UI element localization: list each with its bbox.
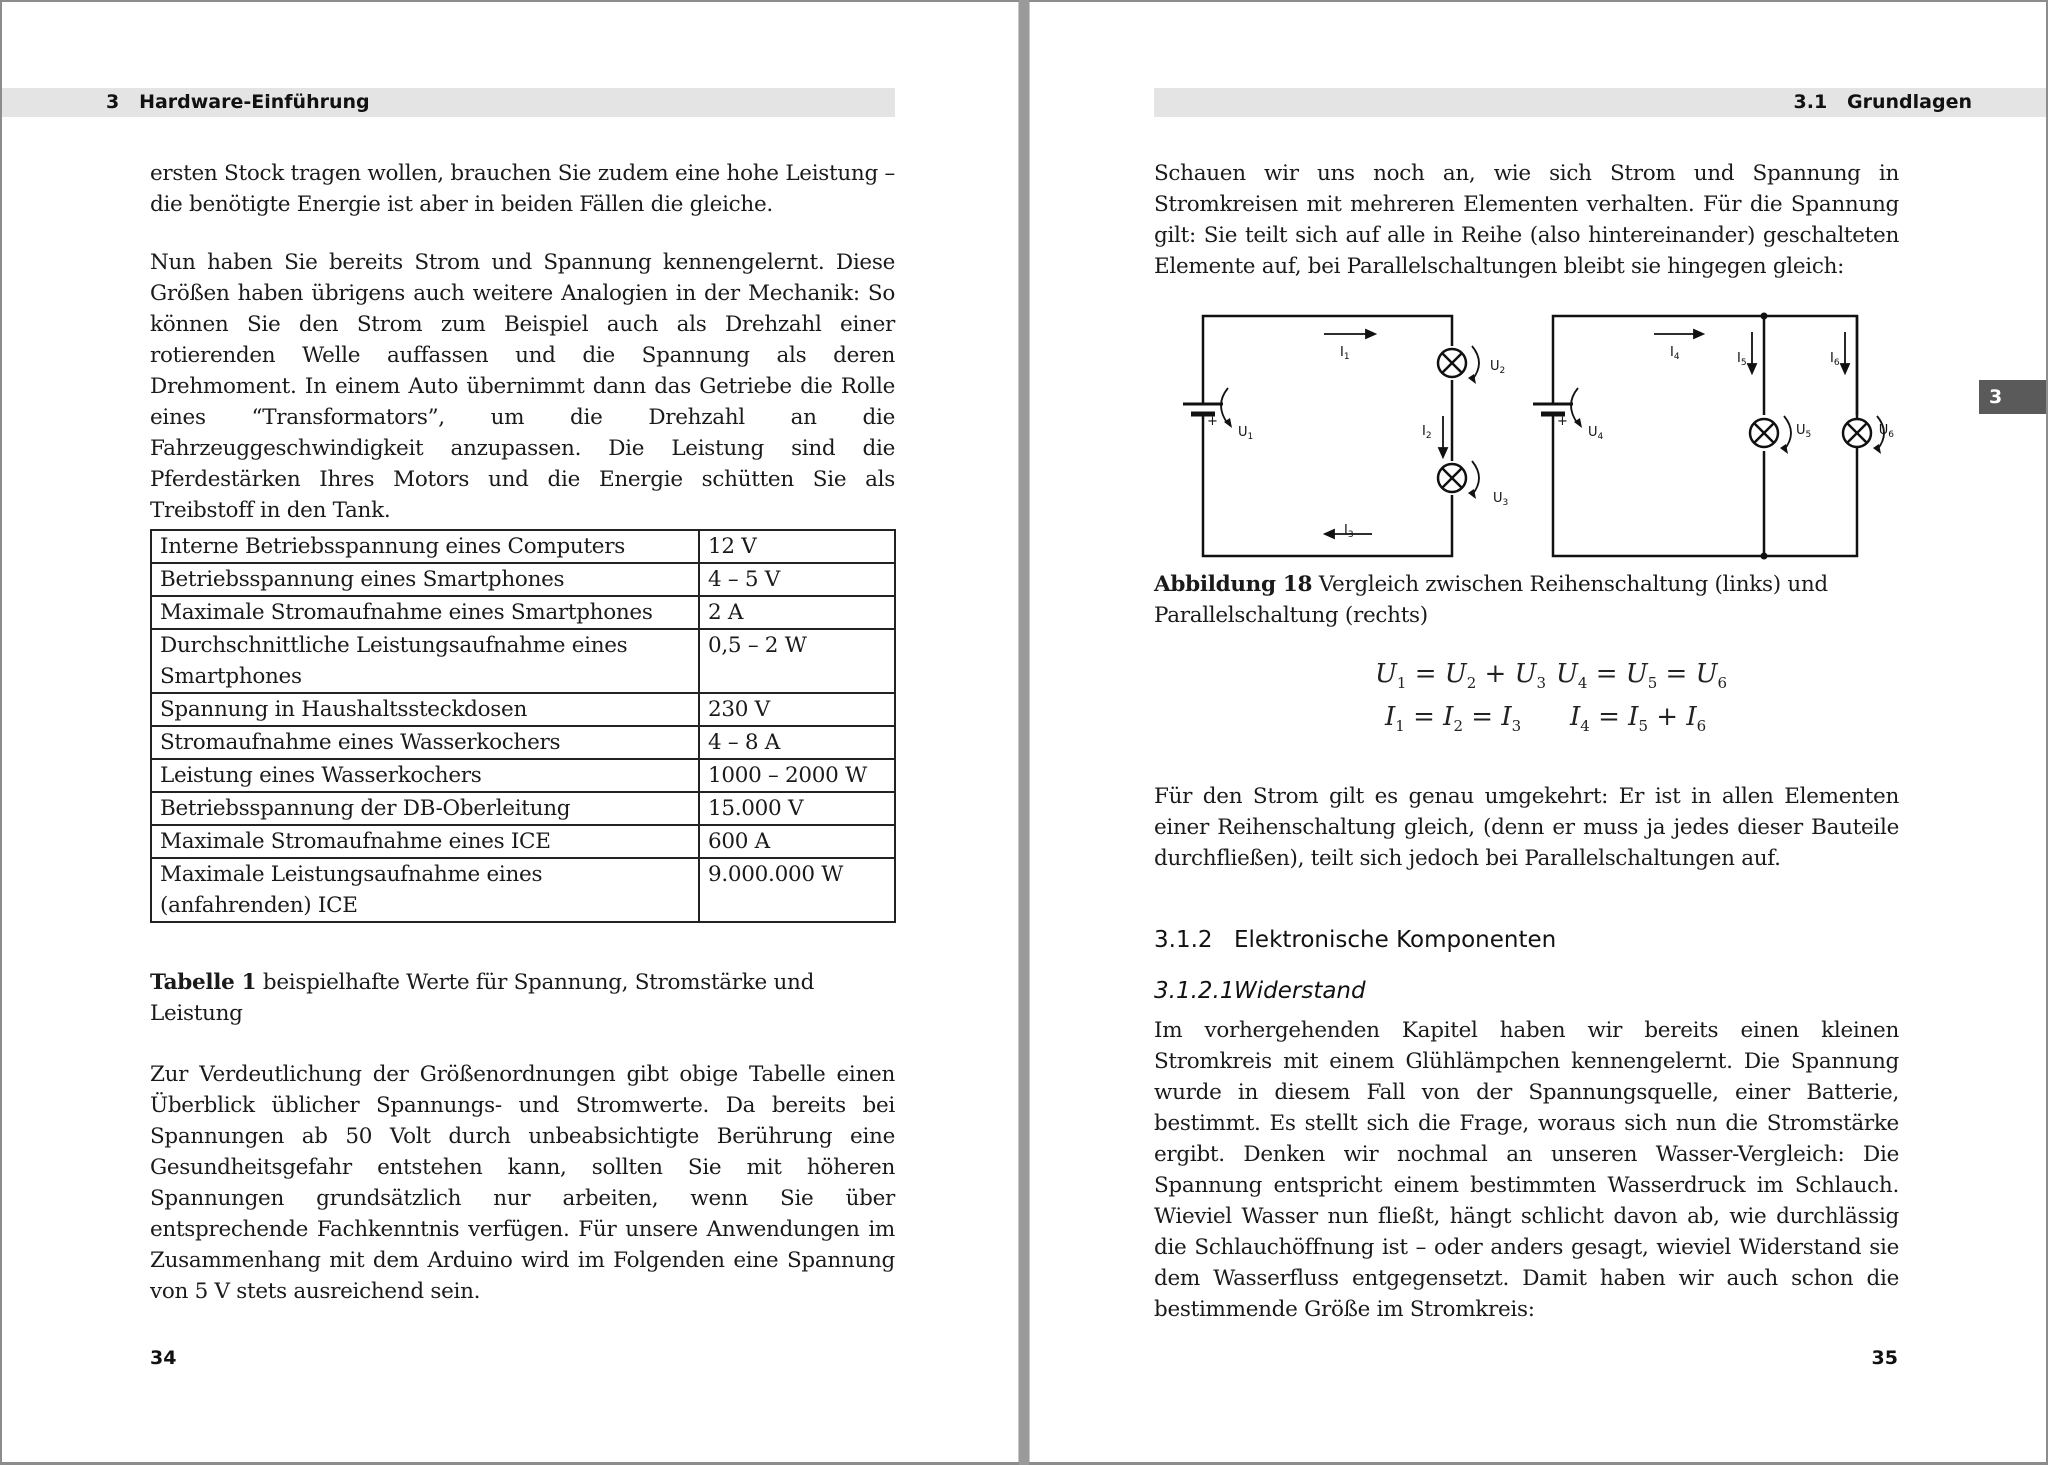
table-cell-value: 230 V bbox=[699, 693, 895, 726]
left-closing-text bbox=[150, 1059, 895, 1334]
label-i3: $I_3$ bbox=[1344, 523, 1354, 540]
table-cell-quantity: Spannung in Haushaltssteckdosen bbox=[151, 693, 699, 726]
label-u5: $U_5$ bbox=[1796, 423, 1812, 440]
paragraph: ersten Stock tragen wollen, brauchen Sie zudem eine hohe Leistung – die benötigte Energie ist aber in beiden Fällen die gleiche. bbox=[150, 161, 895, 217]
table-cell-value: 9.000.000 W bbox=[699, 858, 895, 922]
figure-caption bbox=[1154, 569, 1899, 631]
label-u2: $U_2$ bbox=[1490, 359, 1506, 376]
label-i6: $I_6$ bbox=[1830, 351, 1840, 368]
section-title: Elektronische Komponenten bbox=[1234, 927, 1557, 953]
figure-caption-text: Vergleich zwischen Reihenschaltung (links) und Parallelschaltung (rechts) bbox=[1154, 572, 1828, 628]
table-cell-value: 15.000 V bbox=[699, 792, 895, 825]
section-heading bbox=[1154, 927, 1556, 953]
label-i1: $I_1$ bbox=[1340, 345, 1350, 362]
running-header-right bbox=[1154, 88, 2046, 117]
running-header-right-text: 3.1 Grundlagen bbox=[1793, 91, 1972, 113]
table-caption bbox=[150, 967, 895, 1029]
paragraph: Nun haben Sie bereits Strom und Spannung kennengelernt. Diese Größen haben übrigens auch weitere Analogien in der Mechanik: So können Sie den Strom zum Beispiel auch als Drehzahl einer rotierenden Welle auffassen und die Spannung als deren Drehmoment. In einem Auto übernimmt dann das Getriebe die Rolle eines “Transformators”, um die Drehzahl an die Fahrzeuggeschwindigkeit anzupassen. Die Leistung sind die Pferdestärken Ihres Motors und die Energie schütten Sie als Treibstoff in den Tank. bbox=[150, 250, 895, 523]
battery-plus-sign: + bbox=[1207, 414, 1218, 429]
table-cell-value: 2 A bbox=[699, 596, 895, 629]
page-number-right: 35 bbox=[1871, 1347, 1898, 1369]
label-i2: $I_2$ bbox=[1422, 424, 1432, 441]
formula-parallel-current: $I_4 = I_5 + I_6$ bbox=[1570, 702, 1707, 736]
table-row bbox=[151, 629, 895, 693]
table-cell-quantity: Maximale Stromaufnahme eines Smartphones bbox=[151, 596, 699, 629]
table-cell-value: 1000 – 2000 W bbox=[699, 759, 895, 792]
subsection-number: 3.1.2.1 bbox=[1154, 978, 1235, 1004]
paragraph: Zur Verdeutlichung der Größenordnungen gibt obige Tabelle einen Überblick üblicher Spannungs- und Stromwerte. Da bereits bei Spannungen ab 50 Volt durch unbeabsichtigte Berührung eine Gesundheitsgefahr entstehen kann, sollten Sie mit höheren Spannungen grundsätzlich nur arbeiten, wenn Sie über entsprechende Fachkenntnis verfügen. Für unsere Anwendungen im Zusammenhang mit dem Arduino wird im Folgenden eine Spannung von 5 V stets ausreichend sein. bbox=[150, 1062, 895, 1304]
label-u1: $U_1$ bbox=[1238, 425, 1254, 442]
circuit-figure bbox=[1154, 308, 1894, 568]
battery-plus-sign: + bbox=[1557, 414, 1568, 429]
table-row bbox=[151, 530, 895, 563]
table-cell-quantity: Betriebsspannung der DB-Oberleitung bbox=[151, 792, 699, 825]
table-row bbox=[151, 563, 895, 596]
table-cell-quantity: Durchschnittliche Leistungsaufnahme eines Smartphones bbox=[151, 629, 699, 693]
table-row bbox=[151, 759, 895, 792]
table-cell-value: 4 – 5 V bbox=[699, 563, 895, 596]
paragraph: Für den Strom gilt es genau umgekehrt: Er ist in allen Elementen einer Reihenschaltung gleich, (denn er muss ja jedes dieser Bauteile durchfließen), teilt sich jedoch bei Parallelschaltungen auf. bbox=[1154, 784, 1899, 871]
page-number-left: 34 bbox=[150, 1347, 177, 1369]
left-body-text bbox=[150, 158, 895, 553]
table-row bbox=[151, 693, 895, 726]
table-cell-quantity: Leistung eines Wasserkochers bbox=[151, 759, 699, 792]
label-u6: $U_6$ bbox=[1878, 423, 1894, 440]
table-cell-value: 0,5 – 2 W bbox=[699, 629, 895, 693]
table-cell-value: 600 A bbox=[699, 825, 895, 858]
subsection-title: Widerstand bbox=[1234, 978, 1366, 1004]
table-caption-label: Tabelle 1 bbox=[150, 970, 257, 995]
right-intro-text bbox=[1154, 158, 1899, 309]
table-cell-quantity: Stromaufnahme eines Wasserkochers bbox=[151, 726, 699, 759]
right-current-text bbox=[1154, 781, 1899, 901]
paragraph: Im vorhergehenden Kapitel haben wir bereits einen kleinen Stromkreis mit einem Glühlämpchen kennengelernt. Die Spannung wurde in diesem Fall von der Spannungsquelle, einer Batterie, bestimmt. Es stellt sich die Frage, woraus sich nun die Stromstärke ergibt. Denken wir nochmal an unseren Wasser-Vergleich: Die Spannung entspricht einem bestimmten Wasserdruck im Schlauch. Wieviel Wasser nun fließt, hängt schlicht davon ab, wie durchlässig die Schlauchöffnung ist – oder anders gesagt, wieviel Widerstand sie dem Wasserfluss entgegensetzt. Damit haben wir auch schon die bestimmende Größe im Stromkreis: bbox=[1154, 1018, 1899, 1322]
table-caption-text: beispielhafte Werte für Spannung, Stromstärke und Leistung bbox=[150, 970, 815, 1026]
right-page bbox=[1029, 2, 2046, 1462]
formula-series-voltage: $U_1 = U_2 + U_3$ bbox=[1375, 659, 1547, 693]
table-row bbox=[151, 825, 895, 858]
table-cell-quantity: Maximale Leistungsaufnahme eines (anfahrenden) ICE bbox=[151, 858, 699, 922]
table-cell-value: 4 – 8 A bbox=[699, 726, 895, 759]
label-i4: $I_4$ bbox=[1670, 345, 1680, 362]
table-row bbox=[151, 792, 895, 825]
label-u4: $U_4$ bbox=[1588, 425, 1604, 442]
table-row bbox=[151, 596, 895, 629]
subsection-heading bbox=[1154, 978, 1366, 1004]
table-cell-quantity: Interne Betriebsspannung eines Computers bbox=[151, 530, 699, 563]
label-u3: $U_3$ bbox=[1493, 491, 1509, 508]
running-header-left-text: 3 Hardware-Einführung bbox=[106, 91, 370, 113]
formula-series-current: $I_1 = I_2 = I_3$ bbox=[1385, 702, 1522, 736]
left-page bbox=[2, 2, 1019, 1462]
table-row bbox=[151, 858, 895, 922]
figure-caption-label: Abbildung 18 bbox=[1154, 572, 1313, 597]
values-table bbox=[150, 529, 896, 923]
table-cell-quantity: Betriebsspannung eines Smartphones bbox=[151, 563, 699, 596]
section-number: 3.1.2 bbox=[1154, 927, 1213, 953]
chapter-tab: 3 bbox=[1979, 380, 2046, 414]
running-header-left bbox=[2, 88, 895, 117]
book-gutter bbox=[1019, 0, 1029, 1465]
right-resistor-text bbox=[1154, 1015, 1899, 1352]
label-i5: $I_5$ bbox=[1737, 351, 1747, 368]
table-row bbox=[151, 726, 895, 759]
table-cell-quantity: Maximale Stromaufnahme eines ICE bbox=[151, 825, 699, 858]
formula-parallel-voltage: $U_4 = U_5 = U_6$ bbox=[1556, 659, 1728, 693]
table-cell-value: 12 V bbox=[699, 530, 895, 563]
paragraph: Schauen wir uns noch an, wie sich Strom und Spannung in Stromkreisen mit mehreren Elementen verhalten. Für die Spannung gilt: Sie teilt sich auf alle in Reihe (also hintereinander) geschalteten Elemente auf, bei Parallelschaltungen bleibt sie hingegen gleich: bbox=[1154, 161, 1899, 279]
